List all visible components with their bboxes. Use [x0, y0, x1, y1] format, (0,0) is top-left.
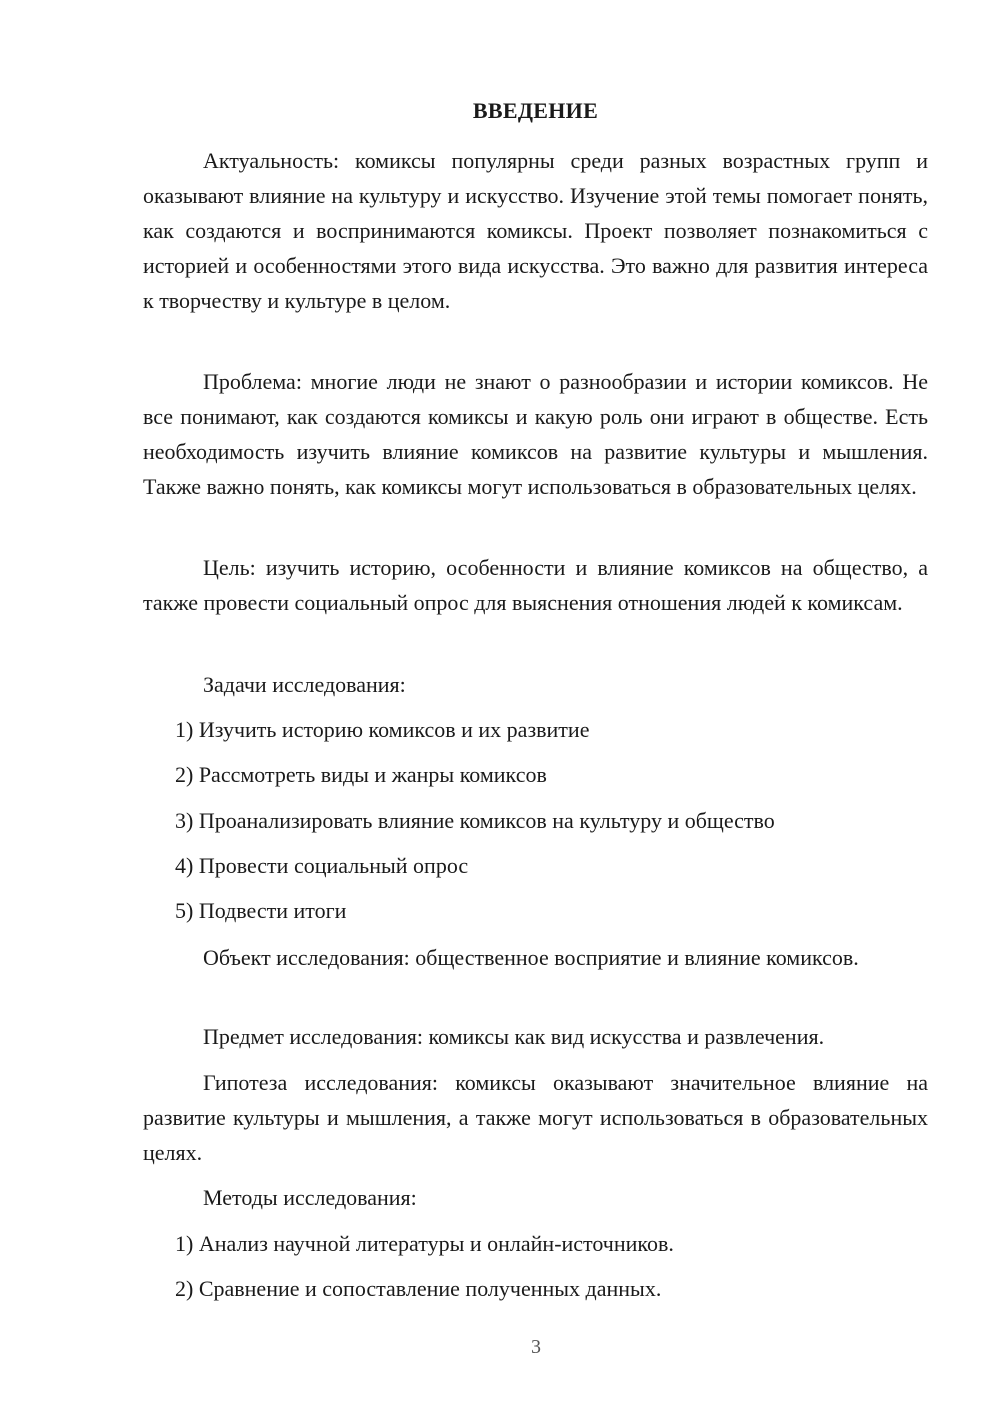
task-item: 1) Изучить историю комиксов и их развитие — [175, 717, 590, 742]
task-item: 5) Подвести итоги — [175, 898, 347, 923]
goal-paragraph: Цель: изучить историю, особенности и влияние комиксов на общество, а также провести социальный опрос для выяснения отношения людей к комиксам. — [143, 555, 928, 615]
subject-paragraph: Предмет исследования: комиксы как вид искусства и развлечения. — [203, 1024, 825, 1049]
method-item: 1) Анализ научной литературы и онлайн-источников. — [175, 1231, 674, 1256]
task-item: 3) Проанализировать влияние комиксов на культуру и общество — [175, 808, 775, 833]
page-number: 3 — [531, 1336, 541, 1358]
object-paragraph: Объект исследования: общественное восприятие и влияние комиксов. — [203, 945, 859, 970]
problem-paragraph: Проблема: многие люди не знают о разнообразии и истории комиксов. Не все понимают, как создаются комиксы и какую роль они играют в обществе. Есть необходимость изучить влияние комиксов на развитие культуры и мышления. Также важно понять, как комиксы могут использоваться в образовательных целях. — [143, 369, 928, 499]
task-item: 4) Провести социальный опрос — [175, 853, 469, 878]
tasks-heading: Задачи исследования: — [203, 672, 406, 697]
task-item: 2) Рассмотреть виды и жанры комиксов — [175, 762, 547, 787]
methods-heading: Методы исследования: — [203, 1185, 417, 1210]
hypothesis-paragraph: Гипотеза исследования: комиксы оказывают значительное влияние на развитие культуры и мышления, а также могут использоваться в образовательных целях. — [143, 1070, 928, 1165]
page-title: ВВЕДЕНИЕ — [472, 98, 599, 123]
relevance-paragraph: Актуальность: комиксы популярны среди разных возрастных групп и оказывают влияние на культуру и искусство. Изучение этой темы помогает понять, как создаются и воспринимаются комиксы. Проект позволяет познакомиться с историей и особенностями этого вида искусства. Это важно для развития интереса к творчеству и культуре в целом. — [143, 148, 928, 313]
method-item: 2) Сравнение и сопоставление полученных данных. — [175, 1276, 662, 1301]
